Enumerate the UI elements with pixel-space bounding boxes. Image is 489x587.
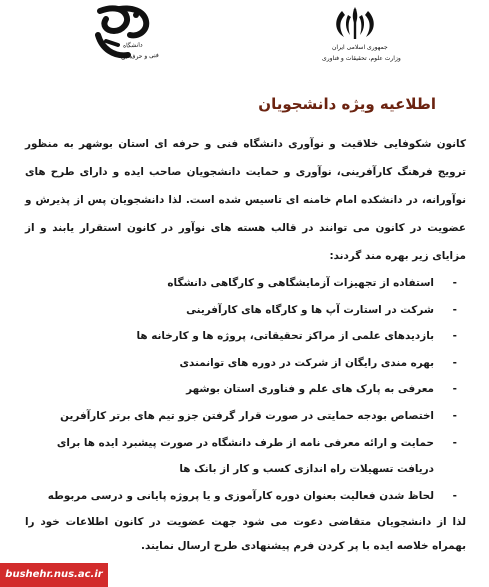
list-item: - حمایت و ارائه معرفی نامه از طرف دانشگاه در صورت پیشبرد ایده ها برای دریافت تسهیلات راه اندازی کسب و کار از بانک ها bbox=[56, 436, 457, 476]
benefits-list bbox=[35, 270, 460, 509]
list-item: - بهره مندی رایگان از شرکت در دوره های توانمندی bbox=[179, 356, 457, 369]
list-item: - بازدیدهای علمی از مراکز تحقیقاتی، پروژه ها و کارخانه ها bbox=[136, 330, 457, 343]
list-item: - اختصاص بودجه حمایتی در صورت قرار گرفتن جزو تیم های برتر کارآفرین bbox=[60, 409, 457, 422]
list-item: - معرفی به پارک های علم و فناوری استان بوشهر bbox=[186, 383, 457, 396]
website-url-watermark: bushehr.nus.ac.ir bbox=[0, 563, 108, 587]
list-item: - لحاظ شدن فعالیت بعنوان دوره کارآموزی و یا پروژه پایانی و درسی مربوطه bbox=[47, 489, 457, 502]
university-name-line: دانشگاه bbox=[122, 41, 143, 50]
ministry-name-line: جمهوری اسلامی ایران bbox=[332, 44, 388, 51]
announcement-title: اطلاعیه ویژه دانشجویان bbox=[258, 95, 436, 113]
closing-paragraph: لذا از دانشجویان متقاضی دعوت می شود جهت عضویت در کانون اطلاعات خود را بهمراه خلاصه ایده با پر کردن فرم پیشنهادی طرح ارسال نمایند. bbox=[25, 516, 466, 552]
intro-paragraph: کانون شکوفایی خلاقیت و نوآوری دانشگاه فنی و حرفه ای استان بوشهر به منظور ترویج فرهنگ کارآفرینی، نوآوری و حمایت دانشجویان صاحب ایده و دارای طرح های نوآورانه، در دانشکده امام خامنه ای تاسیس شده است. لذا دانشجویان پس از پذیرش و عضویت در کانون می توانند در قالب هسته های نوآور در کانون استقرار یابند و از مزایای زیر بهره مند گردند: bbox=[25, 138, 466, 262]
list-item: - شرکت در استارت آپ ها و کارگاه های کارآفرینی bbox=[186, 303, 457, 316]
ministry-name-line: وزارت علوم، تحقیقات و فناوری bbox=[322, 55, 401, 62]
list-item: - استفاده از تجهیزات آزمایشگاهی و کارگاهی دانشگاه bbox=[167, 277, 457, 289]
iran-emblem-icon bbox=[318, 3, 392, 75]
university-name-line: فنی و حرفه ای bbox=[120, 52, 159, 61]
